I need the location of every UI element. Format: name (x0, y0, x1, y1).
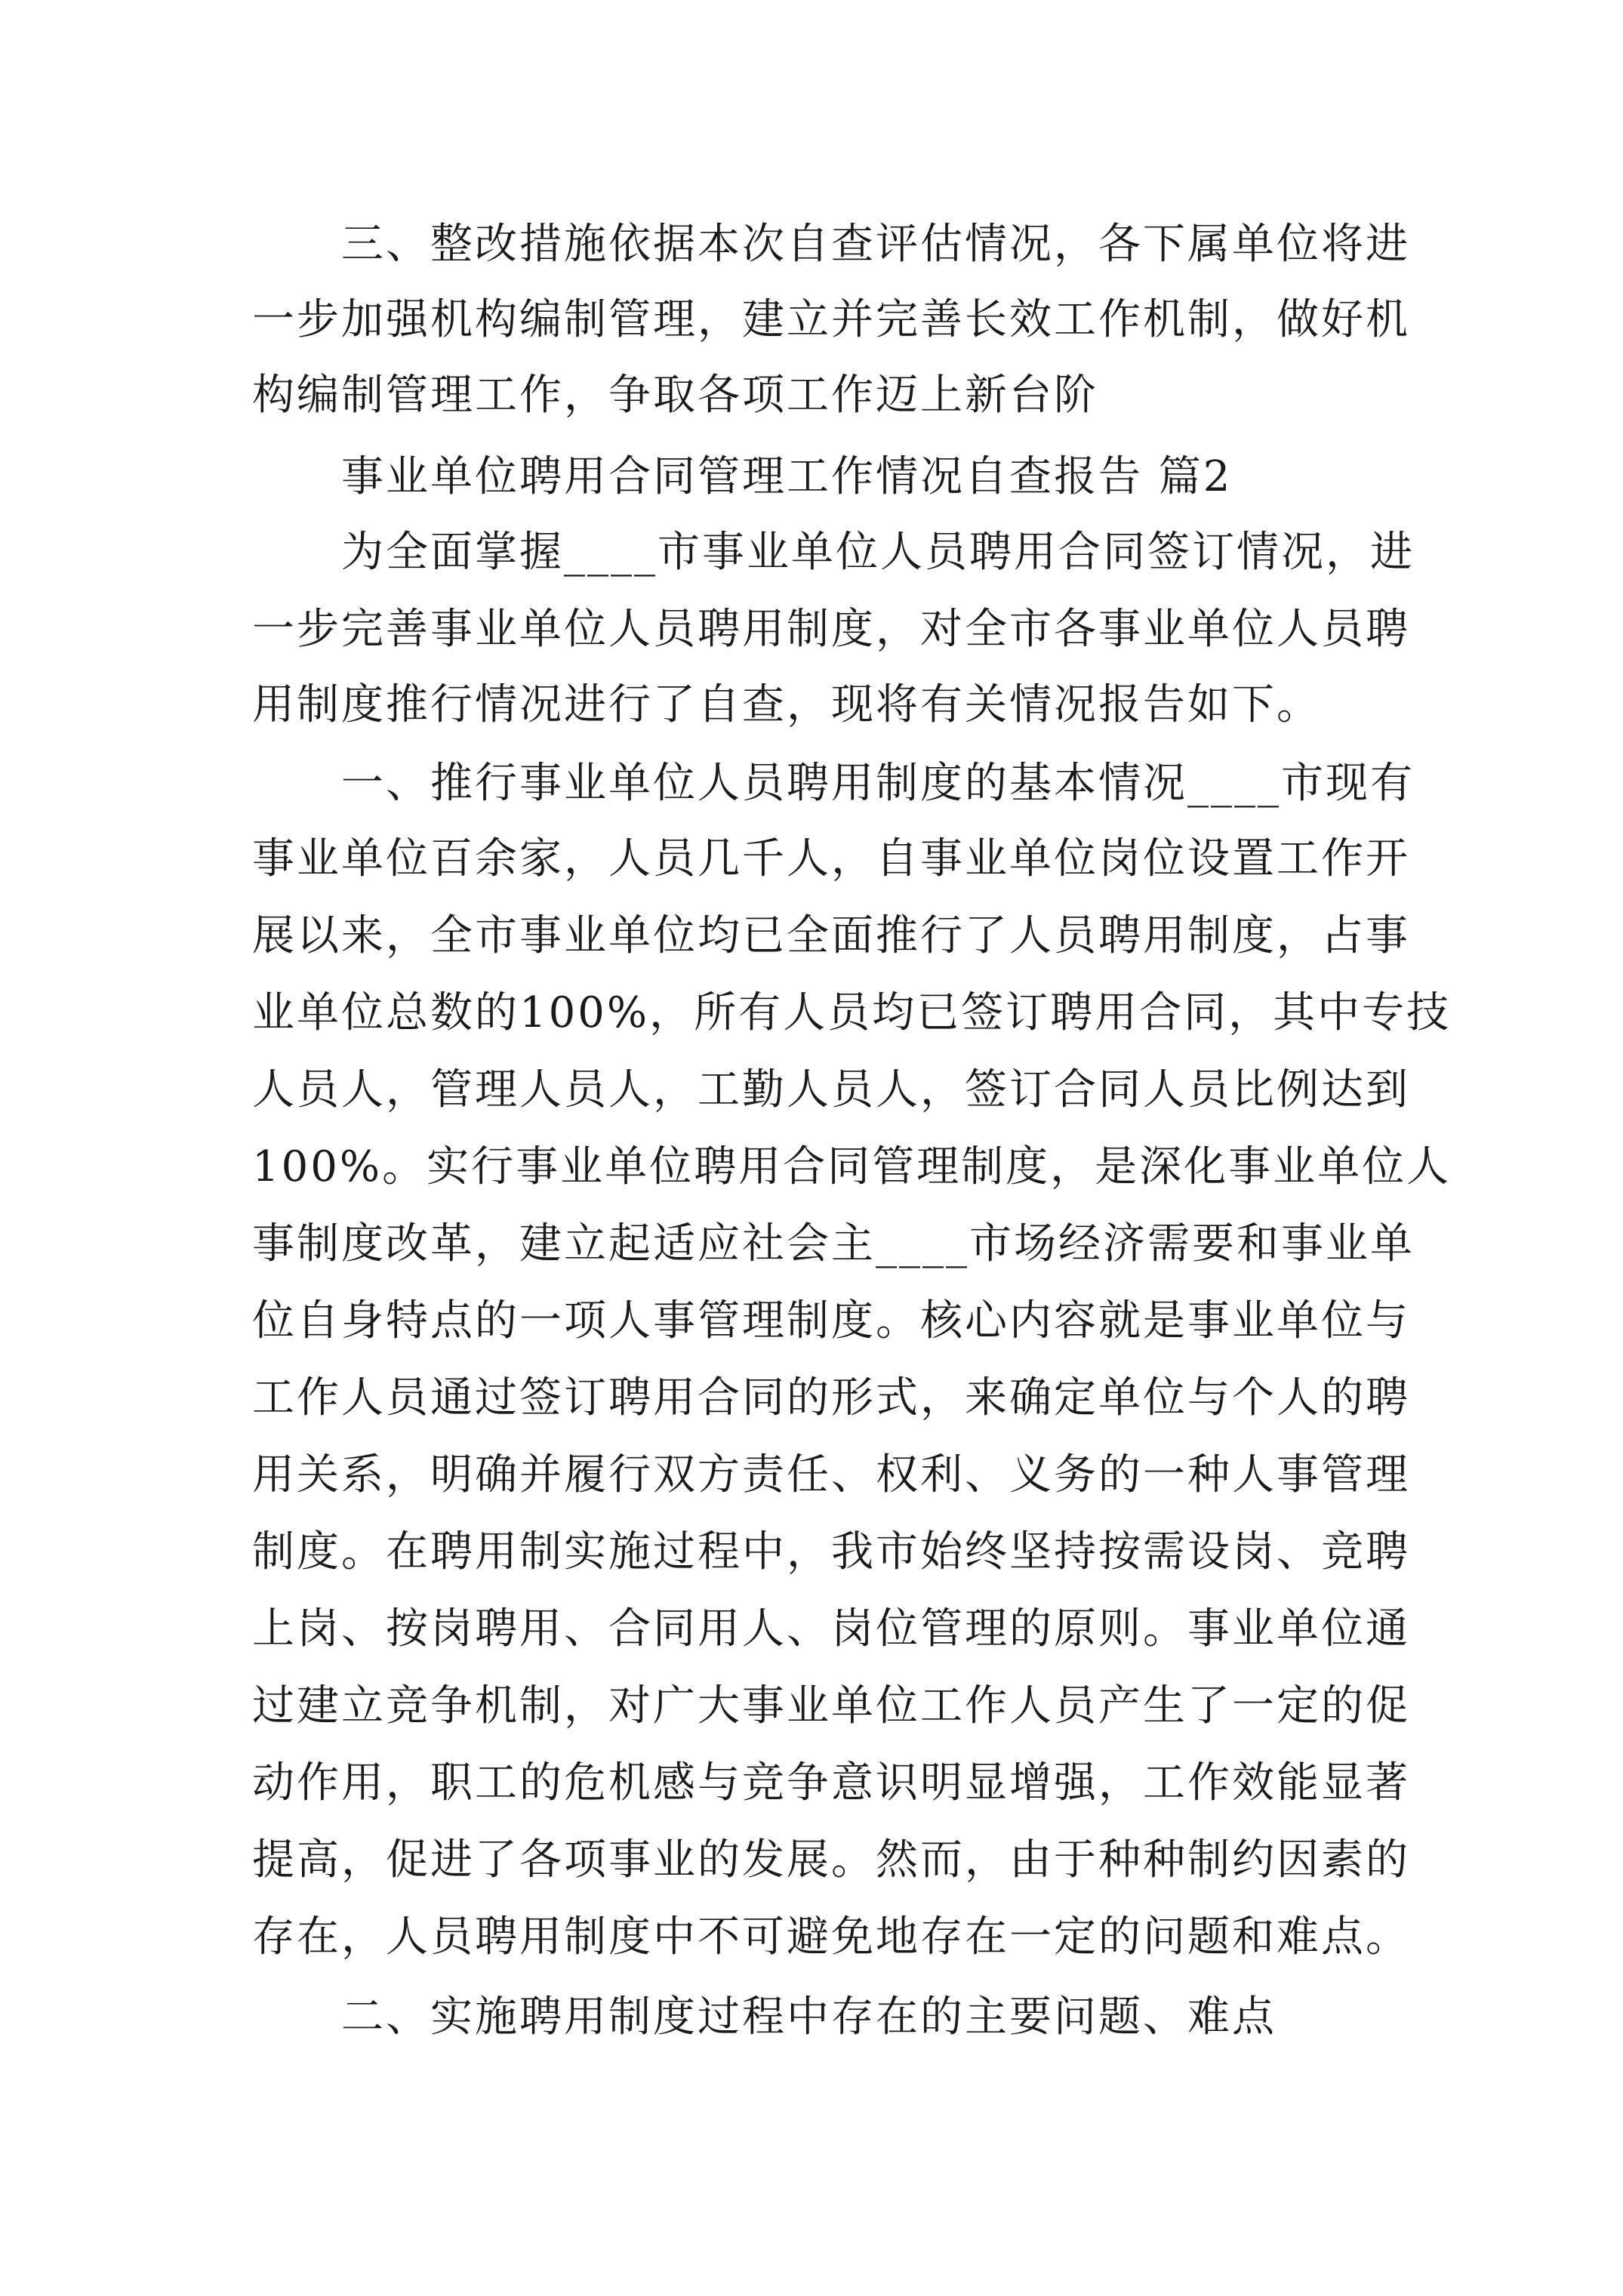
text-line: 动作用，职工的危机感与竞争意识明显增强，工作效能显著 (252, 1758, 1410, 1808)
text-line: 展以来，全市事业单位均已全面推行了人员聘用制度，占事 (252, 911, 1410, 960)
text-line: 用关系，明确并履行双方责任、权利、义务的一种人事管理 (252, 1450, 1410, 1499)
text-line: 存在，人员聘用制度中不可避免地存在一定的问题和难点。 (252, 1912, 1410, 1962)
text-line: 位自身特点的一项人事管理制度。核心内容就是事业单位与 (252, 1296, 1410, 1345)
text-line: 人员人，管理人员人，工勤人员人，签订合同人员比例达到 (252, 1065, 1410, 1114)
text-line: 一、推行事业单位人员聘用制度的基本情况____市现有 (341, 759, 1415, 808)
text-line: 三、整改措施依据本次自查评估情况，各下属单位将进 (341, 220, 1410, 269)
text-line: 一步加强机构编制管理，建立并完善长效工作机制，做好机 (252, 295, 1410, 344)
text-line: 事业单位百余家，人员几千人，自事业单位岗位设置工作开 (252, 834, 1410, 883)
text-line: 制度。在聘用制实施过程中，我市始终坚持按需设岗、竞聘 (252, 1527, 1410, 1576)
text-line: 过建立竞争机制，对广大事业单位工作人员产生了一定的促 (252, 1681, 1410, 1730)
text-line: 提高，促进了各项事业的发展。然而，由于种种制约因素的 (252, 1835, 1410, 1885)
text-line: 用制度推行情况进行了自查，现将有关情况报告如下。 (252, 680, 1321, 729)
text-line: 100%。实行事业单位聘用合同管理制度，是深化事业单位人 (252, 1142, 1452, 1191)
text-line: 上岗、按岗聘用、合同用人、岗位管理的原则。事业单位通 (252, 1604, 1410, 1653)
text-line: 构编制管理工作，争取各项工作迈上新台阶 (252, 371, 1098, 420)
text-line: 二、实施聘用制度过程中存在的主要问题、难点 (341, 1992, 1277, 2042)
text-line: 业单位总数的100%，所有人员均已签订聘用合同，其中专技 (252, 988, 1452, 1037)
text-line: 一步完善事业单位人员聘用制度，对全市各事业单位人员聘 (252, 605, 1410, 654)
section-heading: 事业单位聘用合同管理工作情况自查报告 篇2 (341, 452, 1233, 501)
text-line: 工作人员通过签订聘用合同的形式，来确定单位与个人的聘 (252, 1373, 1410, 1422)
text-line: 事制度改革，建立起适应社会主____市场经济需要和事业单 (252, 1219, 1415, 1268)
text-line: 为全面掌握____市事业单位人员聘用合同签订情况，进 (341, 528, 1415, 577)
